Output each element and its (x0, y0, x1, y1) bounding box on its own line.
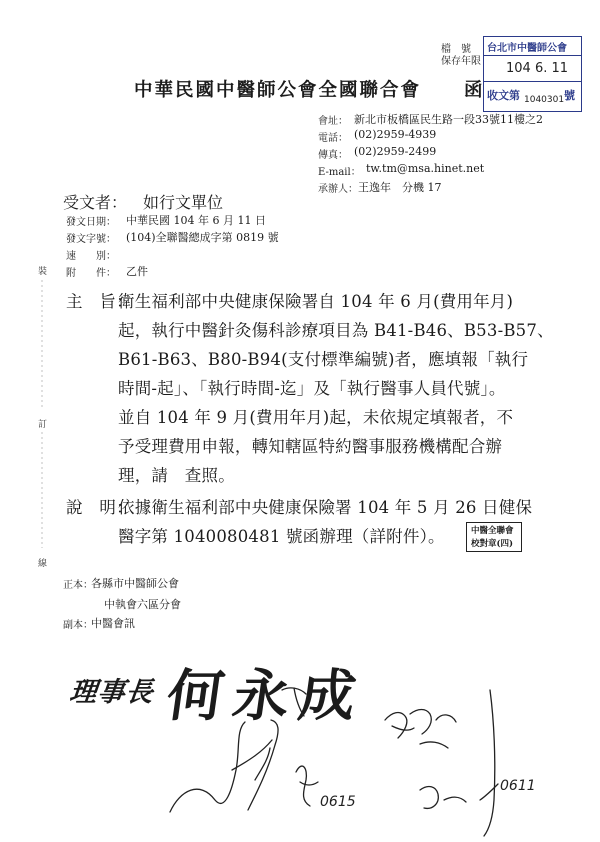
receipt-stamp-org: 台北市中醫師公會 (487, 43, 567, 54)
receipt-stamp-number: 1040301 (524, 95, 565, 105)
main-recipient-item: 中執會六區分會 (104, 598, 181, 611)
subject-line: 理，請 查照。 (118, 466, 235, 485)
attachment-value: 乙件 (126, 265, 148, 278)
organization-title: 中華民國中醫師公會全國聯合會 (134, 80, 422, 101)
fax-value: (02)2959-2499 (354, 145, 437, 158)
subject-line: 予受理費用申報，轉知轄區特約醫事服務機構配合辦 (118, 437, 503, 456)
main-recipient-item: 各縣市中醫師公會 (91, 577, 179, 590)
recipient-value: 如行文單位 (143, 193, 224, 212)
issue-date-value: 中華民國 104 年 6 月 11 日 (126, 214, 266, 227)
handwritten-note: 0615 (320, 794, 356, 810)
document-number-label: 發文字號： (66, 234, 116, 245)
subject-line: B61-B63、B80-B94(支付標準編號)者，應填報「執行 (118, 350, 529, 369)
chairman-title: 理事長 (68, 677, 156, 708)
document-type: 函 (464, 80, 485, 101)
archive-number-label: 檔 號 (441, 44, 471, 55)
proofread-seal-title: 校對章(四) (471, 539, 514, 549)
subject-line: 時間-起」、「執行時間-迄」及「執行醫事人員代號」。 (118, 379, 506, 398)
handler-label: 承辦人： (318, 184, 358, 195)
attachment-label: 附 件： (66, 268, 116, 279)
fax-label: 傳真： (318, 150, 348, 161)
binding-mark-top: 裝 (38, 267, 48, 277)
proofread-seal-org: 中醫全聯會 (471, 526, 514, 536)
phone-label: 電話： (318, 133, 348, 144)
address-value: 新北市板橋區民生路一段33號11樓之2 (354, 113, 543, 126)
binding-mark-bottom: 線 (38, 559, 48, 569)
explanation-label: 說 明： (66, 498, 133, 517)
copy-recipients-label: 副本： (63, 620, 93, 631)
email-label: E-mail： (318, 167, 361, 178)
main-recipients-label: 正本： (63, 580, 93, 591)
subject-label: 主 旨： (66, 292, 133, 311)
chairman-name: 何永成 (162, 663, 371, 729)
subject-line: 並自 104 年 9 月(費用年月)起，未依規定填報者，不 (118, 408, 514, 427)
subject-line: 衛生福利部中央健康保險署自 104 年 6 月(費用年月) (118, 292, 514, 311)
urgency-label: 速 別： (66, 251, 116, 262)
address-label: 會址： (318, 116, 348, 127)
subject-line: 起，執行中醫針灸傷科診療項目為 B41-B46、B53-B57、 (118, 321, 554, 340)
receipt-stamp-date: 104 6. 11 (506, 61, 569, 76)
copy-recipient-item: 中醫會訊 (91, 617, 135, 630)
handwritten-note: 0611 (500, 778, 536, 794)
explanation-line: 醫字第 1040080481 號函辦理（詳附件）。 (118, 527, 445, 546)
receipt-stamp-label: 收文第 (487, 89, 520, 102)
handler-value: 王逸年 分機 17 (358, 181, 442, 194)
issue-date-label: 發文日期： (66, 217, 116, 228)
email-value: tw.tm@msa.hinet.net (366, 162, 485, 175)
document-number-value: (104)全聯醫總成字第 0819 號 (126, 231, 279, 244)
retention-period-label: 保存年限 (441, 56, 481, 67)
recipient-label: 受文者： (63, 193, 128, 212)
receipt-stamp-suffix: 號 (564, 89, 575, 102)
binding-mark-middle: 訂 (38, 420, 48, 430)
phone-value: (02)2959-4939 (354, 128, 437, 141)
explanation-line: 依據衛生福利部中央健康保險署 104 年 5 月 26 日健保 (118, 498, 533, 517)
